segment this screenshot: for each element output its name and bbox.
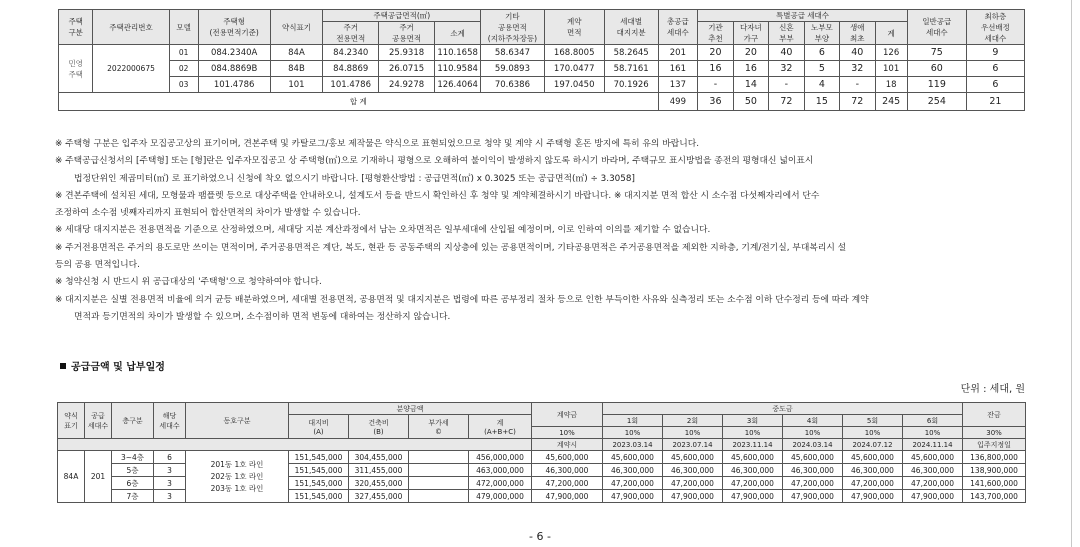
cell-newly: - [769, 77, 804, 93]
cell-multi: 16 [733, 61, 768, 77]
date-cell: 2024.03.14 [783, 439, 843, 451]
cell-lowest: 6 [966, 61, 1024, 77]
header-sp-first: 생애 최초 [840, 22, 875, 45]
cell-land: 151,545,000 [289, 477, 349, 490]
cell-m5: 47,200,000 [843, 477, 903, 490]
cell-sum: 456,000,000 [469, 451, 532, 464]
header-m5: 5회 [843, 415, 903, 427]
cell-other: 58.6347 [481, 45, 544, 61]
header-min-priority: 최하층 우선배정 세대수 [966, 10, 1024, 45]
cell-land: 151,545,000 [289, 490, 349, 503]
section-title [60, 358, 165, 373]
cell-lowest: 9 [966, 45, 1024, 61]
cell-count: 3 [154, 490, 186, 503]
cell-deposit: 47,200,000 [532, 477, 603, 490]
mgmt-no-value: 2022000675 [93, 45, 169, 93]
cell-spsum: 18 [875, 77, 907, 93]
cell-m1: 46,300,000 [603, 464, 663, 477]
total-cell: 245 [875, 93, 907, 111]
cell-newly: 40 [769, 45, 804, 61]
cell-inst: 20 [698, 45, 733, 61]
header-sp-multichild: 다자녀 가구 [733, 22, 768, 45]
header-total-supply: 총공급 세대수 [658, 10, 698, 45]
cell-m6: 46,300,000 [903, 464, 963, 477]
date-cell: 2023.07.14 [663, 439, 723, 451]
total-row [59, 93, 1025, 111]
header-m4: 4회 [783, 415, 843, 427]
cell-count: 3 [154, 464, 186, 477]
cell-model: 02 [169, 61, 198, 77]
header-general-supply: 일반공급 세대수 [907, 10, 966, 45]
cell-multi: 20 [733, 45, 768, 61]
cell-deposit: 46,300,000 [532, 464, 603, 477]
note-line: ※ 청약신청 시 반드시 위 공급대상의 '주택형'으로 청약하여야 합니다. [55, 277, 322, 288]
cell-m4: 47,900,000 [783, 490, 843, 503]
cell-newly: 32 [769, 61, 804, 77]
table-row [59, 45, 1025, 61]
unit-label: 단위 : 세대, 원 [960, 384, 1025, 395]
cell-m6: 47,900,000 [903, 490, 963, 503]
cell-floor: 7층 [112, 490, 154, 503]
cell-model: 01 [169, 45, 198, 61]
cell-m4: 47,200,000 [783, 477, 843, 490]
header-sp-institution: 기관 추천 [698, 22, 733, 45]
cell-elder: 4 [804, 77, 839, 93]
square-bullet-icon [60, 363, 66, 369]
header-vat: 부가세 © [409, 415, 469, 439]
note-line: 법정단위인 제곱미터(㎡) 로 표기하였으니 신청에 착오 없으시기 바랍니다. [평형환산방법 : 공급면적(㎡) x 0.3025 또는 공급면적(㎡) ÷ 3.3058] [74, 173, 635, 184]
cell-land: 151,545,000 [289, 464, 349, 477]
cell-balance: 136,800,000 [963, 451, 1026, 464]
pct-cell: 10% [903, 427, 963, 439]
line-label: 201동 1호 라인 [210, 459, 264, 469]
total-cell: 15 [804, 93, 839, 111]
header-supply: 공급 세대수 [85, 403, 112, 439]
cell-general: 119 [907, 77, 966, 93]
cell-type: 101.4786 [198, 77, 270, 93]
date-cell: 2024.07.12 [843, 439, 903, 451]
cell-building: 304,455,000 [349, 451, 409, 464]
cell-vat [409, 490, 469, 503]
header-private-area: 주거 전용면적 [323, 22, 379, 45]
total-cell: 36 [698, 93, 733, 111]
header-other-area: 기타 공용면적 (지하주차장등) [481, 10, 544, 45]
cell-floor: 5층 [112, 464, 154, 477]
note-line: ※ 주택공급신청서의 [주택형] 또는 [형]란은 입주자모집공고 상 주택형(㎡)으로 기재하니 평형으로 오해하여 불이익이 발생하지 않도록 하시기 바라며, 주택규모 표시방법을 종전의 평형대신 넓이표시 [55, 156, 814, 167]
header-contract-area: 계약 면적 [544, 10, 604, 45]
header-floor: 층구분 [112, 403, 154, 439]
cell-balance: 143,700,000 [963, 490, 1026, 503]
total-cell: 50 [733, 93, 768, 111]
pct-cell: 10% [783, 427, 843, 439]
pct-cell: 10% [603, 427, 663, 439]
cell-spsum: 126 [875, 45, 907, 61]
header-deposit: 계약금 [532, 403, 603, 427]
cell-inst: 16 [698, 61, 733, 77]
date-cell: 2024.11.14 [903, 439, 963, 451]
cell-m5: 47,900,000 [843, 490, 903, 503]
cell-floor: 6층 [112, 477, 154, 490]
section-title-text: 공급금액 및 납부일정 [71, 362, 165, 373]
cell-floor: 3~4층 [112, 451, 154, 464]
header-subtotal: 소계 [435, 22, 481, 45]
header-land-share: 세대별 대지지분 [604, 10, 658, 45]
cell-m1: 47,200,000 [603, 477, 663, 490]
header-short-label: 약식표기 [270, 10, 323, 45]
cell-m6: 45,600,000 [903, 451, 963, 464]
cell-total: 201 [658, 45, 698, 61]
note-line: 면적과 등기면적의 차이가 발생할 수 있으며, 소수점이하 면적 변동에 대하여는 정산하지 않습니다. [74, 311, 451, 322]
cell-count: 6 [154, 451, 186, 464]
header-common-area: 주거 공용면적 [379, 22, 435, 45]
header-sp-elderly: 노부모 부양 [804, 22, 839, 45]
page-number: - 6 - [529, 530, 551, 543]
cell-common: 25.9318 [379, 45, 435, 61]
group-label: 민영 주택 [59, 45, 93, 93]
note-line: ※ 대지지분은 실별 전용면적 비율에 의거 균등 배분하였으며, 세대별 전용면적, 공용면적 및 대지지분은 법령에 따른 공부정리 절차 등으로 인한 부득이한 사유와 실측정리 또는 소수점 이하 단수정리 등에 따라 계약 [55, 294, 869, 305]
page-edge [1071, 0, 1072, 547]
cell-building: 320,455,000 [349, 477, 409, 490]
pct-cell: 10% [843, 427, 903, 439]
cell-m1: 45,600,000 [603, 451, 663, 464]
total-label: 합 계 [59, 93, 659, 111]
cell-subtotal: 126.4064 [435, 77, 481, 93]
cell-sum: 463,000,000 [469, 464, 532, 477]
date-cell: 입주지정일 [963, 439, 1026, 451]
header-balance: 잔금 [963, 403, 1026, 427]
cell-other: 59.0893 [481, 61, 544, 77]
note-line: ※ 견본주택에 설치된 세대, 모형물과 팸플렛 등으로 대상주택을 안내하오니, 설계도서 등을 반드시 확인하신 후 청약 및 계약체결하시기 바랍니다. ※ 대지지분 면적 합산 시 소수점 다섯째자리에서 단수 [55, 190, 820, 201]
table-row [59, 61, 1025, 77]
cell-total: 137 [658, 77, 698, 93]
total-cell: 21 [966, 93, 1024, 111]
cell-vat [409, 464, 469, 477]
header-mgmt-no: 주택관리번호 [93, 10, 169, 45]
date-cell: 계약시 [532, 439, 603, 451]
header-m6: 6회 [903, 415, 963, 427]
header-price: 분양금액 [289, 403, 532, 415]
cell-building: 311,455,000 [349, 464, 409, 477]
cell-building: 327,455,000 [349, 490, 409, 503]
header-line: 동호구분 [186, 403, 289, 439]
cell-short: 84A [270, 45, 323, 61]
cell-m1: 47,900,000 [603, 490, 663, 503]
cell-type: 084.2340A [198, 45, 270, 61]
cell-deposit: 45,600,000 [532, 451, 603, 464]
cell-other: 70.6386 [481, 77, 544, 93]
cell-m3: 46,300,000 [723, 464, 783, 477]
cell-contract: 170.0477 [544, 61, 604, 77]
cell-sum: 479,000,000 [469, 490, 532, 503]
cell-m5: 46,300,000 [843, 464, 903, 477]
cell-balance: 138,900,000 [963, 464, 1026, 477]
header-sum: 계 (A+B+C) [469, 415, 532, 439]
cell-subtotal: 110.1658 [435, 45, 481, 61]
header-count: 해당 세대수 [154, 403, 186, 439]
total-cell: 72 [769, 93, 804, 111]
cell-m6: 47,200,000 [903, 477, 963, 490]
cell-total: 161 [658, 61, 698, 77]
header-sp-newlywed: 신혼 부부 [769, 22, 804, 45]
cell-balance: 141,600,000 [963, 477, 1026, 490]
header-spacer [58, 439, 532, 451]
pct-cell: 10% [723, 427, 783, 439]
cell-multi: 14 [733, 77, 768, 93]
cell-m3: 47,900,000 [723, 490, 783, 503]
header-model: 모델 [169, 10, 198, 45]
header-supply-area: 주택공급면적(㎡) [323, 10, 481, 22]
header-land: 대지비 (A) [289, 415, 349, 439]
cell-land: 58.7161 [604, 61, 658, 77]
cell-inst: - [698, 77, 733, 93]
date-cell: 2023.03.14 [603, 439, 663, 451]
cell-land: 151,545,000 [289, 451, 349, 464]
cell-elder: 6 [804, 45, 839, 61]
cell-model: 03 [169, 77, 198, 93]
cell-first: 32 [840, 61, 875, 77]
cell-m2: 46,300,000 [663, 464, 723, 477]
cell-subtotal: 110.9584 [435, 61, 481, 77]
pct-cell: 30% [963, 427, 1026, 439]
line-cell [186, 451, 289, 503]
cell-spsum: 101 [875, 61, 907, 77]
notes-block [55, 136, 1030, 326]
cell-first: - [840, 77, 875, 93]
note-line: ※ 세대당 대지지분은 전용면적을 기준으로 산정하였으며, 세대당 지분 계산과정에서 남는 오차면적은 일부세대에 산입될 예정이며, 이로 인하여 이의를 제기할 수 없습니다. [55, 225, 711, 236]
cell-m5: 45,600,000 [843, 451, 903, 464]
short-value: 84A [58, 451, 85, 503]
total-cell: 72 [840, 93, 875, 111]
cell-count: 3 [154, 477, 186, 490]
total-cell: 254 [907, 93, 966, 111]
cell-m3: 47,200,000 [723, 477, 783, 490]
cell-short: 101 [270, 77, 323, 93]
header-sp-sum: 계 [875, 22, 907, 45]
date-cell: 2023.11.14 [723, 439, 783, 451]
cell-contract: 197.0450 [544, 77, 604, 93]
cell-first: 40 [840, 45, 875, 61]
cell-contract: 168.8005 [544, 45, 604, 61]
cell-common: 24.9278 [379, 77, 435, 93]
cell-private: 84.2340 [323, 45, 379, 61]
cell-m2: 45,600,000 [663, 451, 723, 464]
note-line: ※ 주택형 구분은 입주자 모집공고상의 표기이며, 견본주택 및 카탈로그/홍보 제작물은 약식으로 표현되었으므로 청약 및 계약 시 주택형 혼돈 방지에 특히 유의 바랍니다. [55, 139, 700, 149]
header-m1: 1회 [603, 415, 663, 427]
cell-common: 26.0715 [379, 61, 435, 77]
header-m3: 3회 [723, 415, 783, 427]
header-short: 약식 표기 [58, 403, 85, 439]
cell-vat [409, 477, 469, 490]
line-label: 203동 1호 라인 [210, 483, 264, 493]
header-m2: 2회 [663, 415, 723, 427]
cell-m4: 45,600,000 [783, 451, 843, 464]
cell-general: 60 [907, 61, 966, 77]
cell-m2: 47,900,000 [663, 490, 723, 503]
note-line: ※ 주거전용면적은 주거의 용도로만 쓰이는 면적이며, 주거공용면적은 계단, 복도, 현관 등 공동주택의 지상층에 있는 공용면적이며, 기타공용면적은 주거공용면적을 제외한 지하층, 기계/전기실, 부대복리시 설 [55, 242, 847, 253]
pct-cell: 10% [532, 427, 603, 439]
note-line: 등의 공용 면적입니다. [55, 260, 140, 271]
header-middle: 중도금 [603, 403, 963, 415]
cell-m3: 45,600,000 [723, 451, 783, 464]
header-house-group: 주택 구분 [59, 10, 93, 45]
cell-sum: 472,000,000 [469, 477, 532, 490]
price-schedule-table [57, 402, 1026, 503]
header-house-type: 주택형 (전용면적기준) [198, 10, 270, 45]
note-line: 조정하여 소수점 넷째자리까지 표현되어 합산면적의 차이가 발생할 수 있습니다. [55, 208, 361, 219]
cell-vat [409, 451, 469, 464]
cell-private: 101.4786 [323, 77, 379, 93]
pct-cell: 10% [663, 427, 723, 439]
cell-land: 70.1926 [604, 77, 658, 93]
cell-m4: 46,300,000 [783, 464, 843, 477]
supply-value: 201 [85, 451, 112, 503]
table-row [58, 451, 1026, 464]
cell-type: 084.8869B [198, 61, 270, 77]
cell-deposit: 47,900,000 [532, 490, 603, 503]
cell-general: 75 [907, 45, 966, 61]
cell-elder: 5 [804, 61, 839, 77]
table-row [59, 77, 1025, 93]
header-building: 건축비 (B) [349, 415, 409, 439]
cell-m2: 47,200,000 [663, 477, 723, 490]
cell-short: 84B [270, 61, 323, 77]
total-cell: 499 [658, 93, 698, 111]
line-label: 202동 1호 라인 [210, 471, 264, 481]
header-special-supply: 특별공급 세대수 [698, 10, 908, 22]
supply-area-table [58, 9, 1025, 111]
cell-private: 84.8869 [323, 61, 379, 77]
cell-land: 58.2645 [604, 45, 658, 61]
cell-lowest: 6 [966, 77, 1024, 93]
